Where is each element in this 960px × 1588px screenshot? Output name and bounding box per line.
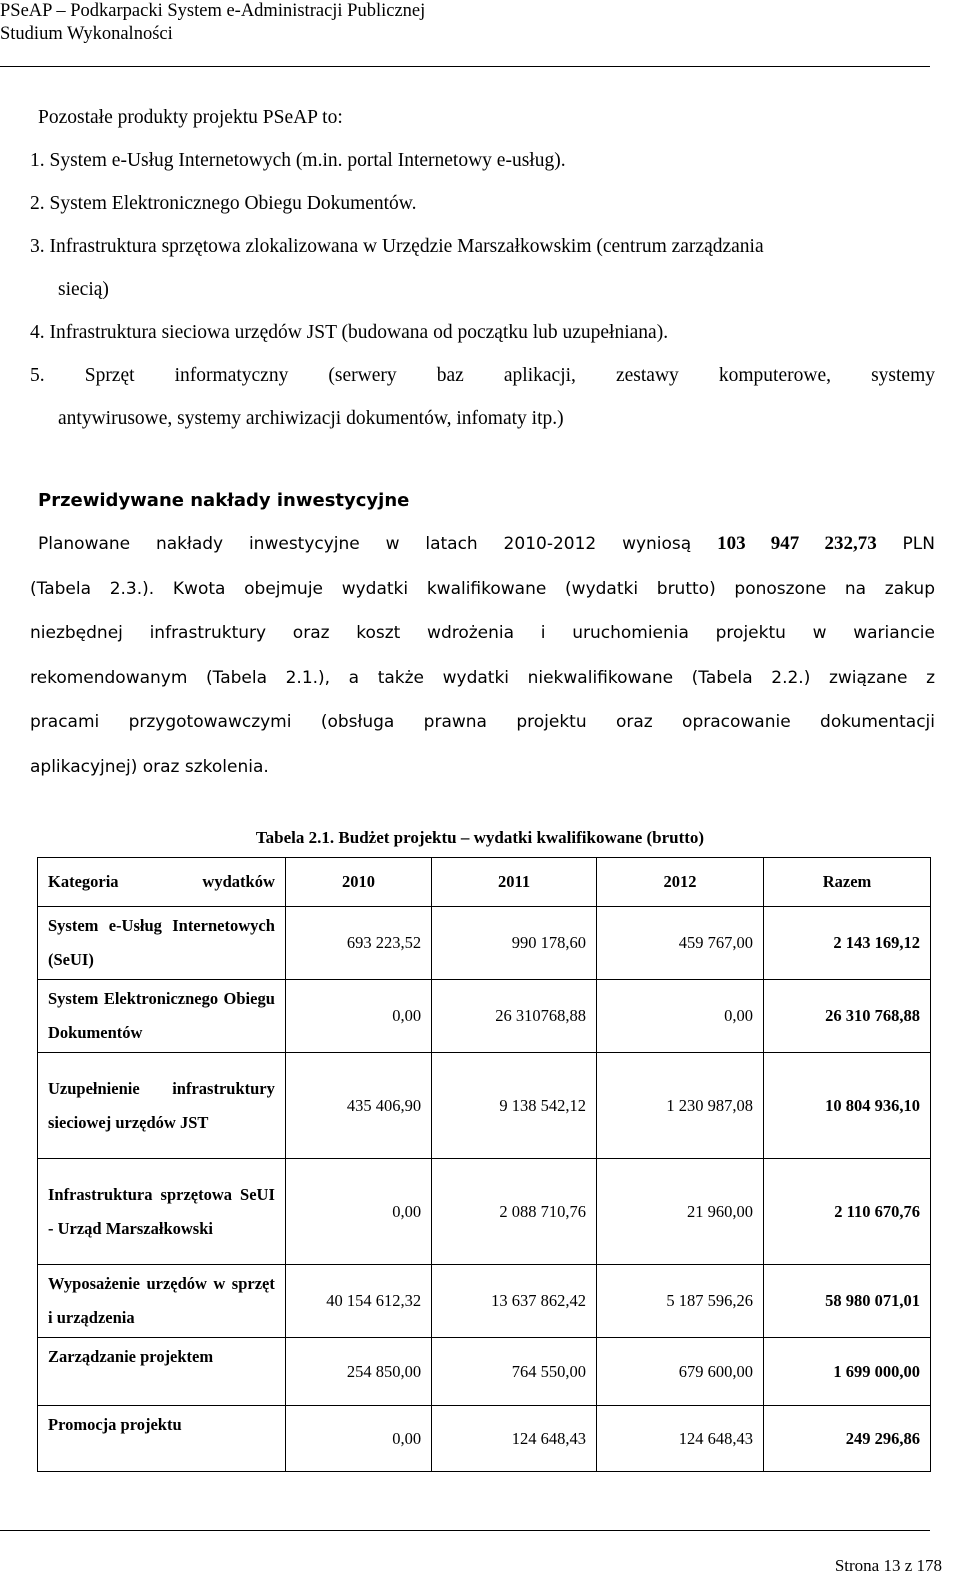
section-heading: Przewidywane nakłady inwestycyjne: [38, 490, 410, 511]
total-cell: 249 296,86: [763, 1406, 930, 1472]
table-row: [38, 1338, 931, 1406]
table-row: [38, 907, 931, 980]
category-cell: Zarządzanie projektem: [38, 1338, 286, 1406]
value-cell: 21 960,00: [597, 1159, 764, 1265]
header-title: PSeAP – Podkarpacki System e-Administracji Publicznej: [0, 1, 426, 21]
list-item: 3. Infrastruktura sprzętowa zlokalizowana w Urzędzie Marszałkowskim (centrum zarządzania: [30, 236, 764, 257]
total-cell: 2 110 670,76: [763, 1159, 930, 1265]
value-cell: 40 154 612,32: [285, 1265, 431, 1338]
total-cell: 26 310 768,88: [763, 980, 930, 1053]
paragraph-text: PLN: [876, 534, 935, 554]
value-cell: 13 637 862,42: [432, 1265, 597, 1338]
value-cell: 26 310768,88: [432, 980, 597, 1053]
header-cell: 2011: [432, 858, 597, 907]
header-divider: [0, 66, 930, 67]
value-cell: 9 138 542,12: [432, 1053, 597, 1159]
category-cell: Infrastruktura sprzętowa SeUI - Urząd Marszałkowski: [38, 1159, 286, 1265]
value-cell: 5 187 596,26: [597, 1265, 764, 1338]
value-cell: 0,00: [285, 980, 431, 1053]
table-row: [38, 980, 931, 1053]
total-cell: 10 804 936,10: [763, 1053, 930, 1159]
header-cell: 2010: [285, 858, 431, 907]
total-cell: 58 980 071,01: [763, 1265, 930, 1338]
value-cell: 0,00: [285, 1159, 431, 1265]
list-item-continuation: antywirusowe, systemy archiwizacji dokumentów, infomaty itp.): [58, 408, 564, 429]
running-header: [0, 0, 940, 46]
value-cell: 0,00: [285, 1406, 431, 1472]
paragraph-text: Planowane nakłady inwestycyjne w latach 2010-2012 wyniosą: [38, 534, 718, 554]
value-cell: 679 600,00: [597, 1338, 764, 1406]
paragraph-line: pracami przygotowawczymi (obsługa prawna projektu oraz opracowanie dokumentacji: [30, 712, 935, 732]
list-item-continuation: siecią): [58, 279, 109, 300]
value-cell: 459 767,00: [597, 907, 764, 980]
table-row: [38, 1265, 931, 1338]
header-cell: 2012: [597, 858, 764, 907]
value-cell: 764 550,00: [432, 1338, 597, 1406]
paragraph-line: aplikacyjnej) oraz szkolenia.: [30, 756, 269, 777]
category-cell: Wyposażenie urzędów w sprzęt i urządzenia: [38, 1265, 286, 1338]
paragraph-line: rekomendowanym (Tabela 2.1.), a także wydatki niekwalifikowane (Tabela 2.2.) związane z: [30, 667, 935, 688]
table-row: [38, 1159, 931, 1265]
category-cell: Uzupełnienie infrastruktury sieciowej urzędów JST: [38, 1053, 286, 1159]
paragraph-line: niezbędnej infrastruktury oraz koszt wdrożenia i uruchomienia projektu w wariancie: [30, 623, 935, 643]
total-cell: 1 699 000,00: [763, 1338, 930, 1406]
paragraph-line: [30, 522, 935, 567]
value-cell: 124 648,43: [432, 1406, 597, 1472]
header-subtitle: Studium Wykonalności: [0, 24, 173, 44]
products-list: [30, 96, 935, 440]
category-cell: System Elektronicznego Obiegu Dokumentów: [38, 980, 286, 1053]
paragraph-line: (Tabela 2.3.). Kwota obejmuje wydatki kwalifikowane (wydatki brutto) ponoszone na zakup: [30, 578, 935, 599]
total-cell: 2 143 169,12: [763, 907, 930, 980]
category-cell: System e-Usług Internetowych (SeUI): [38, 907, 286, 980]
list-item: 5. Sprzęt informatyczny (serwery baz aplikacji, zestawy komputerowe, systemy: [30, 365, 935, 386]
list-item: 1. System e-Usług Internetowych (m.in. portal Internetowy e-usług).: [30, 150, 566, 171]
value-cell: 1 230 987,08: [597, 1053, 764, 1159]
page-number: Strona 13 z 178: [834, 1556, 942, 1575]
table-row: [38, 1406, 931, 1472]
investment-paragraph: [30, 522, 935, 789]
value-cell: 2 088 710,76: [432, 1159, 597, 1265]
table-header-row: [38, 858, 931, 907]
value-cell: 990 178,60: [432, 907, 597, 980]
header-cell: Razem: [763, 858, 930, 907]
table-row: [38, 1053, 931, 1159]
value-cell: 693 223,52: [285, 907, 431, 980]
value-cell: 124 648,43: [597, 1406, 764, 1472]
investment-amount: 103 947 232,73: [717, 533, 877, 554]
value-cell: 254 850,00: [285, 1338, 431, 1406]
products-intro: Pozostałe produkty projektu PSeAP to:: [38, 107, 343, 128]
header-cell: Kategoria wydatków: [38, 858, 286, 907]
table-caption: Tabela 2.1. Budżet projektu – wydatki kwalifikowane (brutto): [255, 828, 705, 847]
list-item: 4. Infrastruktura sieciowa urzędów JST (budowana od początku lub uzupełniana).: [30, 322, 669, 343]
category-cell: Promocja projektu: [38, 1406, 286, 1472]
value-cell: 0,00: [597, 980, 764, 1053]
list-item: 2. System Elektronicznego Obiegu Dokumentów.: [30, 193, 417, 214]
footer-divider: [0, 1530, 930, 1531]
value-cell: 435 406,90: [285, 1053, 431, 1159]
budget-table: [37, 857, 931, 1472]
